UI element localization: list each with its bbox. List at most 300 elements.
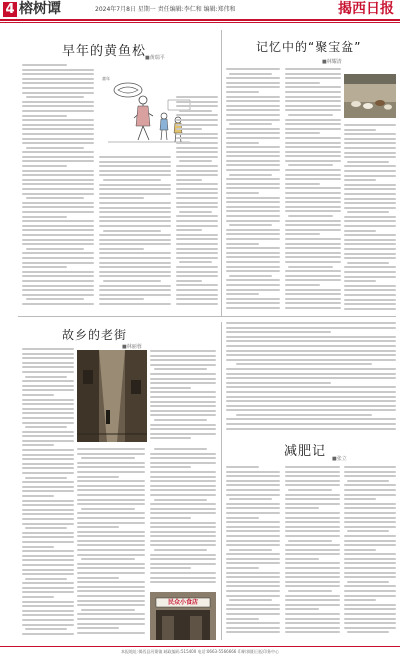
text-line: [285, 289, 341, 291]
text-line: [22, 188, 94, 190]
text-line: [150, 572, 216, 574]
text-line: [344, 512, 396, 514]
text-line: [344, 613, 396, 615]
text-line: [150, 480, 216, 482]
text-line: [77, 489, 145, 491]
text-line: [77, 563, 145, 565]
text-line: [226, 210, 280, 212]
text-line: [99, 243, 171, 245]
text-line: [285, 307, 341, 309]
text-line: [22, 362, 74, 364]
text-line: [347, 631, 389, 633]
text-line: [179, 110, 213, 112]
text-line: [226, 86, 280, 88]
text-line: [344, 188, 396, 190]
text-line: [22, 239, 94, 241]
text-line: [150, 544, 216, 546]
text-line: [99, 216, 171, 218]
article-title-3: 故乡的老街: [62, 328, 128, 342]
text-line: [285, 544, 340, 546]
text-line: [226, 368, 396, 370]
text-line: [285, 521, 340, 523]
text-line: [226, 215, 280, 217]
article-title-4: 减肥记: [284, 444, 327, 459]
text-line: [22, 229, 94, 231]
text-line: [150, 373, 216, 375]
text-line: [22, 266, 67, 268]
text-line: [150, 457, 216, 459]
text-line: [236, 363, 372, 365]
text-line: [22, 211, 94, 213]
text-line: [176, 192, 218, 194]
text-line: [285, 475, 340, 477]
text-line: [77, 503, 145, 505]
text-line: [22, 633, 74, 635]
text-line: [285, 484, 340, 486]
text-line: [226, 405, 396, 407]
text-line: [99, 252, 171, 254]
text-line: [150, 522, 216, 524]
text-line: [344, 207, 396, 209]
text-line: [176, 202, 218, 204]
text-line: [22, 271, 94, 273]
article-author-1: ■黄瑞平: [145, 55, 165, 61]
text-line: [22, 458, 74, 460]
text-line: [344, 225, 396, 227]
text-line: [344, 608, 396, 610]
text-line: [150, 508, 216, 510]
text-line: [285, 618, 340, 620]
photo-chickens-yard: [344, 74, 396, 118]
text-line: [229, 498, 272, 500]
text-line: [226, 480, 280, 482]
text-line: [99, 225, 171, 227]
text-line: [22, 587, 74, 589]
text-line: [344, 604, 396, 606]
text-line: [150, 577, 216, 579]
text-line: [81, 558, 135, 560]
text-line: [150, 453, 216, 455]
text-line: [226, 558, 280, 560]
text-line: [22, 385, 74, 387]
text-line: [285, 498, 340, 500]
text-line: [22, 486, 74, 488]
text-line: [77, 522, 145, 524]
text-line: [26, 248, 84, 250]
text-line: [226, 336, 396, 338]
text-line: [226, 400, 396, 402]
text-line: [176, 220, 218, 222]
text-line: [22, 610, 74, 612]
text-line: [226, 604, 280, 606]
text-line: [99, 285, 171, 287]
article-1-column-2: [99, 156, 171, 310]
text-line: [22, 92, 94, 94]
text-line: [226, 256, 280, 258]
text-line: [226, 622, 280, 624]
text-line: [176, 298, 218, 300]
text-line: [285, 247, 341, 249]
text-line: [285, 123, 341, 125]
text-line: [22, 69, 94, 71]
text-line: [22, 193, 94, 195]
text-line: [285, 256, 341, 258]
text-line: [344, 129, 376, 131]
text-line: [150, 401, 216, 403]
text-line: [285, 206, 341, 208]
text-line: [22, 252, 94, 254]
text-line: [22, 408, 74, 410]
text-line: [176, 275, 218, 277]
text-line: [285, 82, 320, 84]
text-line: [344, 595, 396, 597]
text-line: [288, 489, 332, 491]
text-line: [285, 252, 341, 254]
text-line: [22, 78, 94, 80]
text-line: [344, 567, 396, 569]
text-line: [226, 345, 396, 347]
text-line: [285, 160, 341, 162]
text-line: [344, 308, 396, 310]
text-line: [22, 454, 74, 456]
text-line: [285, 279, 341, 281]
text-line: [226, 151, 280, 153]
text-line: [285, 210, 341, 212]
text-line: [344, 253, 396, 255]
page-header: [0, 0, 400, 22]
text-line: [22, 280, 94, 282]
text-line: [344, 142, 396, 144]
text-line: [176, 238, 218, 240]
text-line: [285, 284, 320, 286]
text-line: [99, 202, 171, 204]
text-line: [103, 179, 161, 181]
text-line: [226, 373, 396, 375]
text-line: [344, 216, 396, 218]
text-line: [285, 302, 341, 304]
text-line: [176, 206, 218, 208]
text-line: [226, 535, 280, 537]
text-line: [22, 573, 74, 575]
text-line: [22, 532, 74, 534]
text-line: [226, 146, 280, 148]
text-line: [22, 289, 94, 291]
text-line: [99, 275, 171, 277]
text-line: [77, 581, 145, 583]
text-line: [150, 517, 191, 519]
text-line: [226, 238, 280, 240]
text-line: [285, 128, 341, 130]
text-line: [22, 541, 74, 543]
text-line: [226, 252, 280, 254]
text-line: [285, 73, 341, 75]
text-line: [22, 225, 94, 227]
text-line: [285, 562, 340, 564]
text-line: [150, 391, 216, 393]
text-line: [344, 147, 396, 149]
text-line: [77, 480, 145, 482]
text-line: [22, 82, 94, 84]
text-line: [288, 266, 333, 268]
text-line: [22, 275, 94, 277]
text-line: [22, 87, 94, 89]
text-line: [226, 201, 280, 203]
text-line: [22, 412, 74, 414]
text-line: [344, 220, 396, 222]
text-line: [77, 485, 145, 487]
text-line: [77, 540, 145, 542]
text-line: [285, 622, 340, 624]
text-line: [77, 535, 145, 537]
text-line: [226, 396, 396, 398]
text-line: [99, 174, 171, 176]
text-line: [285, 187, 341, 189]
text-line: [22, 183, 94, 185]
text-line: [226, 293, 259, 295]
text-line: [25, 426, 67, 428]
text-line: [285, 494, 340, 496]
text-line: [344, 585, 396, 587]
text-line: [344, 540, 396, 542]
text-line: [22, 399, 74, 401]
text-line: [344, 170, 396, 172]
text-line: [344, 239, 396, 241]
article-3-column-3: [77, 448, 145, 640]
text-line: [226, 544, 280, 546]
text-line: [344, 234, 396, 236]
text-line: [150, 424, 216, 426]
text-line: [77, 526, 119, 528]
text-line: [25, 628, 67, 630]
text-line: [226, 613, 280, 615]
text-line: [226, 261, 280, 263]
text-line: [150, 359, 216, 361]
text-line: [288, 590, 332, 592]
text-line: [154, 368, 207, 370]
text-line: [344, 138, 396, 140]
text-line: [99, 239, 171, 241]
text-line: [344, 266, 396, 268]
text-line: [22, 243, 94, 245]
text-line: [344, 198, 396, 200]
text-line: [344, 535, 396, 537]
text-line: [77, 632, 145, 634]
text-line: [77, 554, 145, 556]
text-line: [226, 91, 259, 93]
text-line: [22, 591, 74, 593]
text-line: [226, 331, 331, 333]
text-line: [344, 576, 396, 578]
text-line: [77, 577, 119, 579]
text-line: [226, 284, 280, 286]
text-line: [285, 270, 341, 272]
text-line: [25, 477, 67, 479]
text-line: [22, 206, 94, 208]
text-line: [226, 164, 280, 166]
text-line: [99, 234, 171, 236]
text-line: [344, 248, 396, 250]
text-line: [344, 562, 396, 564]
text-line: [285, 183, 320, 185]
text-line: [344, 257, 396, 259]
text-line: [344, 299, 396, 301]
text-line: [226, 553, 280, 555]
text-line: [226, 489, 280, 491]
text-line: [344, 544, 396, 546]
text-line: [26, 147, 84, 149]
text-line: [77, 549, 145, 551]
text-line: [344, 549, 376, 551]
text-line: [226, 540, 280, 542]
text-line: [22, 467, 74, 469]
text-line: [229, 224, 272, 226]
text-line: [176, 188, 218, 190]
text-line: [288, 164, 333, 166]
text-line: [150, 350, 216, 352]
text-line: [226, 243, 259, 245]
text-line: [344, 471, 396, 473]
text-line: [176, 183, 218, 185]
date-line: 2024年7月8日 星期一 责任编辑:李仁和 编辑:郑伟和: [95, 6, 236, 13]
text-line: [150, 433, 216, 435]
text-line: [22, 444, 54, 446]
text-line: [226, 233, 280, 235]
text-line: [22, 285, 94, 287]
text-line: [22, 160, 94, 162]
text-line: [285, 512, 340, 514]
text-line: [176, 289, 218, 291]
text-line: [226, 160, 280, 162]
text-line: [229, 123, 272, 125]
text-line: [154, 549, 207, 551]
text-line: [226, 631, 280, 633]
text-line: [344, 553, 396, 555]
text-line: [22, 202, 94, 204]
text-line: [226, 206, 280, 208]
text-line: [229, 174, 272, 176]
text-line: [226, 585, 280, 587]
text-line: [226, 354, 396, 356]
text-line: [22, 357, 74, 359]
text-line: [285, 553, 340, 555]
text-line: [25, 578, 67, 580]
text-line: [77, 499, 145, 501]
text-line: [226, 562, 280, 564]
text-line: [22, 624, 74, 626]
text-line: [285, 535, 340, 537]
text-line: [344, 124, 396, 126]
text-line: [226, 220, 280, 222]
text-line: [226, 530, 280, 532]
text-line: [285, 599, 340, 601]
text-line: [226, 517, 259, 519]
text-line: [285, 100, 341, 102]
text-line: [176, 303, 218, 305]
newspaper-logo: 揭西日报: [338, 1, 394, 17]
text-line: [226, 229, 280, 231]
text-line: [22, 133, 94, 135]
text-line: [99, 289, 171, 291]
text-line: [285, 86, 341, 88]
text-line: [226, 187, 280, 189]
text-line: [285, 201, 341, 203]
text-line: [344, 156, 396, 158]
text-line: [226, 266, 280, 268]
text-line: [176, 96, 218, 98]
text-line: [285, 631, 340, 633]
text-line: [176, 179, 202, 181]
text-line: [347, 262, 389, 264]
text-line: [344, 494, 396, 496]
text-line: [176, 229, 202, 231]
text-line: [26, 96, 84, 98]
text-line: [285, 96, 341, 98]
text-line: [77, 600, 145, 602]
text-line: [344, 202, 396, 204]
photo-old-street-alley: [77, 350, 147, 442]
text-line: [344, 599, 376, 601]
text-line: [150, 535, 216, 537]
text-line: [150, 554, 216, 556]
text-line: [226, 137, 280, 139]
text-line: [150, 471, 216, 473]
text-line: [344, 503, 396, 505]
text-line: [176, 174, 218, 176]
text-line: [81, 609, 135, 611]
text-line: [150, 364, 216, 366]
text-line: [285, 558, 319, 560]
text-line: [22, 614, 74, 616]
text-line: [22, 523, 74, 525]
text-line: [347, 530, 389, 532]
text-line: [176, 266, 218, 268]
text-line: [176, 197, 218, 199]
text-line: [176, 147, 218, 149]
text-line: [22, 303, 94, 305]
text-line: [176, 257, 218, 259]
text-line: [22, 555, 74, 557]
text-line: [285, 192, 341, 194]
text-line: [77, 590, 145, 592]
text-line: [285, 109, 341, 111]
text-line: [150, 485, 216, 487]
text-line: [285, 627, 340, 629]
text-line: [150, 503, 216, 505]
text-line: [22, 403, 74, 405]
text-line: [99, 303, 171, 305]
text-line: [22, 165, 67, 167]
text-line: [226, 595, 280, 597]
text-line: [226, 298, 280, 300]
text-line: [226, 418, 396, 420]
text-line: [22, 142, 94, 144]
text-line: [226, 386, 396, 388]
text-line: [285, 132, 320, 134]
text-line: [226, 359, 396, 361]
text-line: [22, 559, 74, 561]
text-line: [226, 109, 280, 111]
text-line: [150, 567, 191, 569]
text-line: [176, 128, 202, 130]
text-line: [344, 521, 396, 523]
text-line: [77, 623, 145, 625]
text-line: [226, 471, 280, 473]
text-line: [150, 476, 216, 478]
text-line: [22, 156, 94, 158]
text-line: [176, 234, 218, 236]
article-3-column-1: [22, 348, 74, 640]
text-line: [22, 495, 54, 497]
